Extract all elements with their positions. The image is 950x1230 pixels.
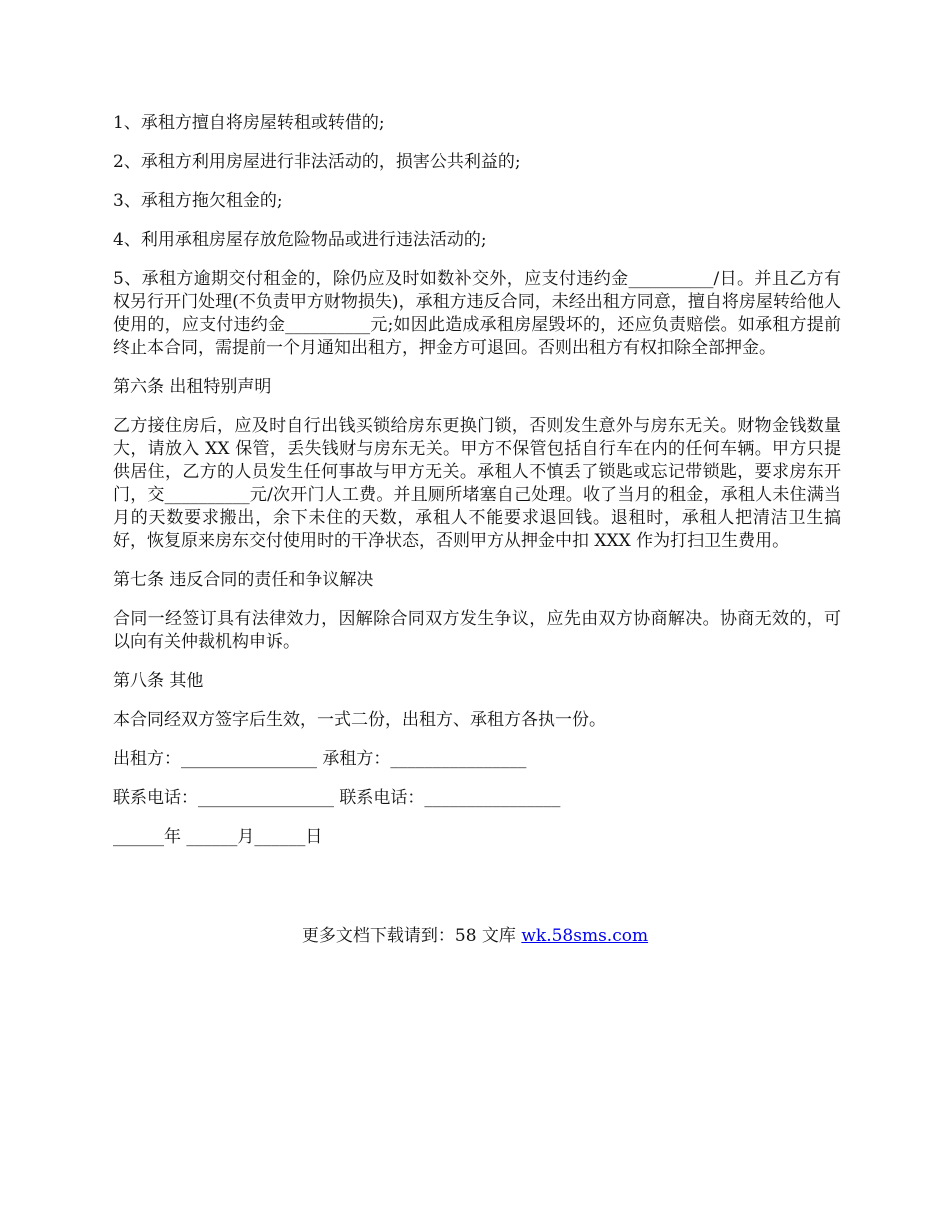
document-body (113, 112, 841, 865)
signature-date-line: ______年 ______月______日 (113, 827, 323, 847)
clause-5: 5、承租方逾期交付租金的，除仍应及时如数补交外，应支付违约金__________/日。并且乙方有权另行开门处理(不负责甲方财物损失)，承租方违反合同，未经出租方同意，擅自将房屋转给他人使用的，应支付违约金__________元;如因此造成承租房屋毁坏的，还应负责赔偿。如承租方提前终止本合同，需提前一个月通知出租方，押金方可退回。否则出租方有权扣除全部押金。 (113, 269, 841, 358)
clause-4: 4、利用承租房屋存放危险物品或进行违法活动的; (113, 230, 487, 250)
article-8-heading: 第八条 其他 (113, 671, 204, 691)
footer (0, 925, 950, 948)
footer-text: 更多文档下载请到：58 文库 (301, 926, 522, 946)
article-6-body: 乙方接住房后，应及时自行出钱买锁给房东更换门锁，否则发生意外与房东无关。财物金钱数量大，请放入 XX 保管，丢失钱财与房东无关。甲方不保管包括自行车在内的任何车辆。甲方只提供居住，乙方的人员发生任何事故与甲方无关。承租人不慎丢了锁匙或忘记带锁匙，要求房东开门，交__________元/次开门人工费。并且厕所堵塞自己处理。收了当月的租金，承租人未住满当月的天数要求搬出，余下未住的天数，承租人不能要求退回钱。退租时，承租人把清洁卫生搞好，恢复原来房东交付使用时的干净状态，否则甲方从押金中扣 XXX 作为打扫卫生费用。 (113, 416, 841, 551)
signature-phones-line: 联系电话：________________ 联系电话：________________ (113, 788, 561, 808)
article-7-body: 合同一经签订具有法律效力，因解除合同双方发生争议，应先由双方协商解决。协商无效的，可以向有关仲裁机构申诉。 (113, 609, 841, 652)
article-6-heading: 第六条 出租特别声明 (113, 377, 272, 397)
article-7-heading: 第七条 违反合同的责任和争议解决 (113, 570, 374, 590)
signature-parties-line: 出租方：________________ 承租方：________________ (113, 749, 527, 769)
clause-1: 1、承租方擅自将房屋转租或转借的; (113, 113, 385, 133)
clause-2: 2、承租方利用房屋进行非法活动的，损害公共利益的; (113, 152, 521, 172)
footer-link[interactable]: wk.58sms.com (521, 926, 649, 946)
article-8-body: 本合同经双方签字后生效，一式二份，出租方、承租方各执一份。 (113, 710, 606, 730)
clause-3: 3、承租方拖欠租金的; (113, 191, 283, 211)
